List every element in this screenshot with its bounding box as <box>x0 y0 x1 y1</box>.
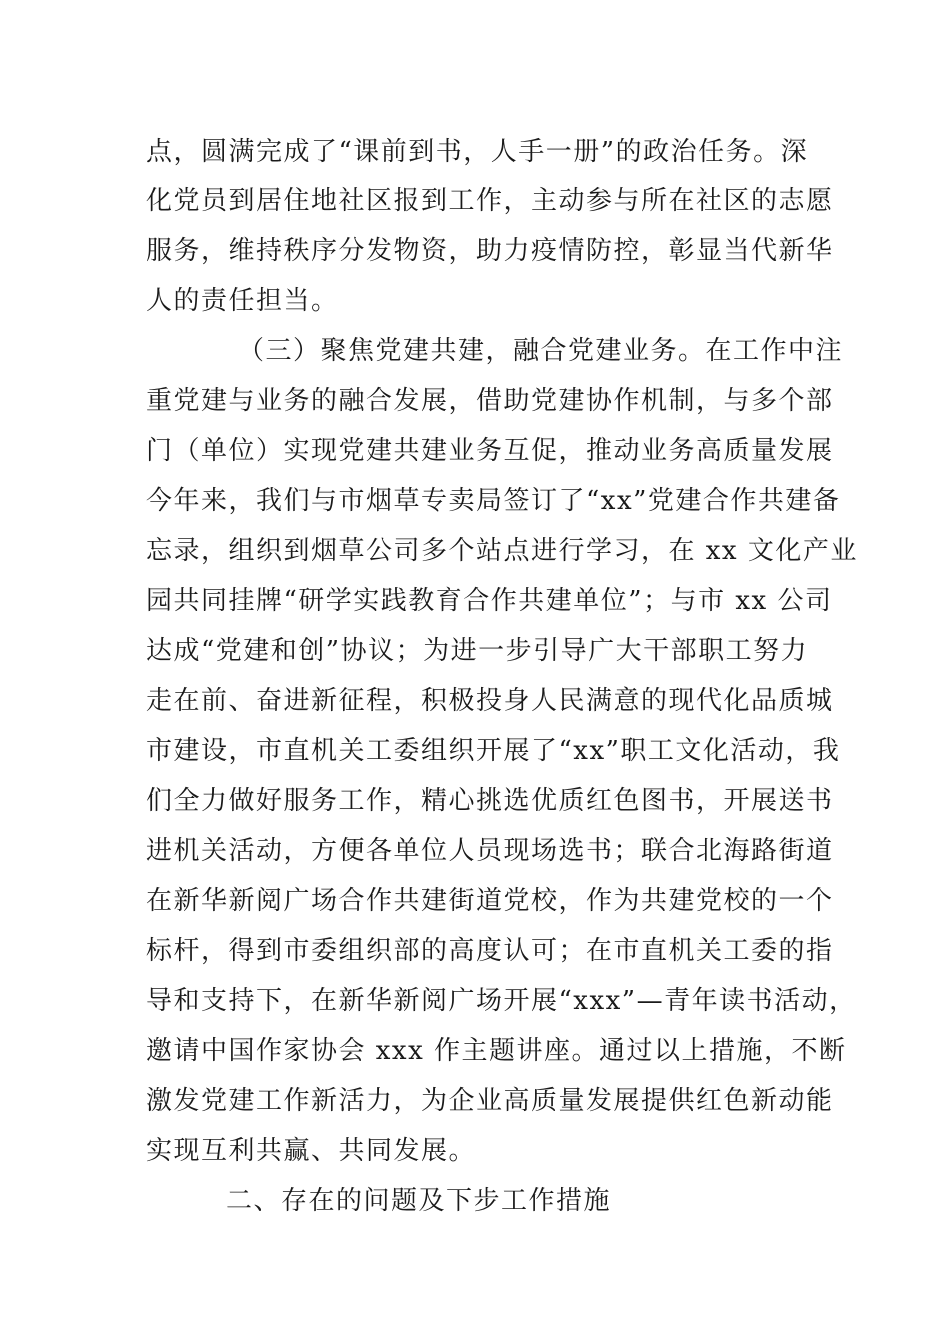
paragraph-line: 导和支持下，在新华新阅广场开展“xxx”—青年读书活动， <box>146 986 857 1016</box>
paragraph-line: 忘录，组织到烟草公司多个站点进行学习，在 xx 文化产业 <box>146 536 858 566</box>
paragraph-line: 走在前、奋进新征程，积极投身人民满意的现代化品质城 <box>146 686 834 716</box>
paragraph-line: 人的责任担当。 <box>146 286 339 316</box>
paragraph-line: 化党员到居住地社区报到工作，主动参与所在社区的志愿 <box>146 186 834 216</box>
section-heading-line: （三）聚焦党建共建，融合党建业务。在工作中注 <box>238 336 844 366</box>
paragraph-line: 进机关活动，方便各单位人员现场选书；联合北海路街道 <box>146 836 834 866</box>
paragraph-line: 市建设，市直机关工委组织开展了“xx”职工文化活动，我 <box>146 736 841 766</box>
paragraph-line: 服务，维持秩序分发物资，助力疫情防控，彰显当代新华 <box>146 236 834 266</box>
section-title: 二、存在的问题及下步工作措施 <box>226 1186 612 1216</box>
paragraph-line: 激发党建工作新活力，为企业高质量发展提供红色新动能 <box>146 1086 834 1116</box>
paragraph-line: 园共同挂牌“研学实践教育合作共建单位”；与市 xx 公司 <box>146 586 833 616</box>
paragraph-line: 今年来，我们与市烟草专卖局签订了“xx”党建合作共建备 <box>146 486 841 516</box>
paragraph-line: 门（单位）实现党建共建业务互促，推动业务高质量发展 <box>146 436 834 466</box>
paragraph-line: 在新华新阅广场合作共建街道党校，作为共建党校的一个 <box>146 886 834 916</box>
paragraph-line: 标杆，得到市委组织部的高度认可；在市直机关工委的指 <box>146 936 834 966</box>
paragraph-line: 们全力做好服务工作，精心挑选优质红色图书，开展送书 <box>146 786 834 816</box>
paragraph-line: 点，圆满完成了“课前到书，人手一册”的政治任务。深 <box>146 137 809 167</box>
paragraph-line: 重党建与业务的融合发展，借助党建协作机制，与多个部 <box>146 386 834 416</box>
paragraph-line: 达成“党建和创”协议；为进一步引导广大干部职工努力 <box>146 636 809 666</box>
paragraph-line: 邀请中国作家协会 xxx 作主题讲座。通过以上措施，不断 <box>146 1036 847 1066</box>
paragraph-line: 实现互利共赢、共同发展。 <box>146 1136 477 1166</box>
